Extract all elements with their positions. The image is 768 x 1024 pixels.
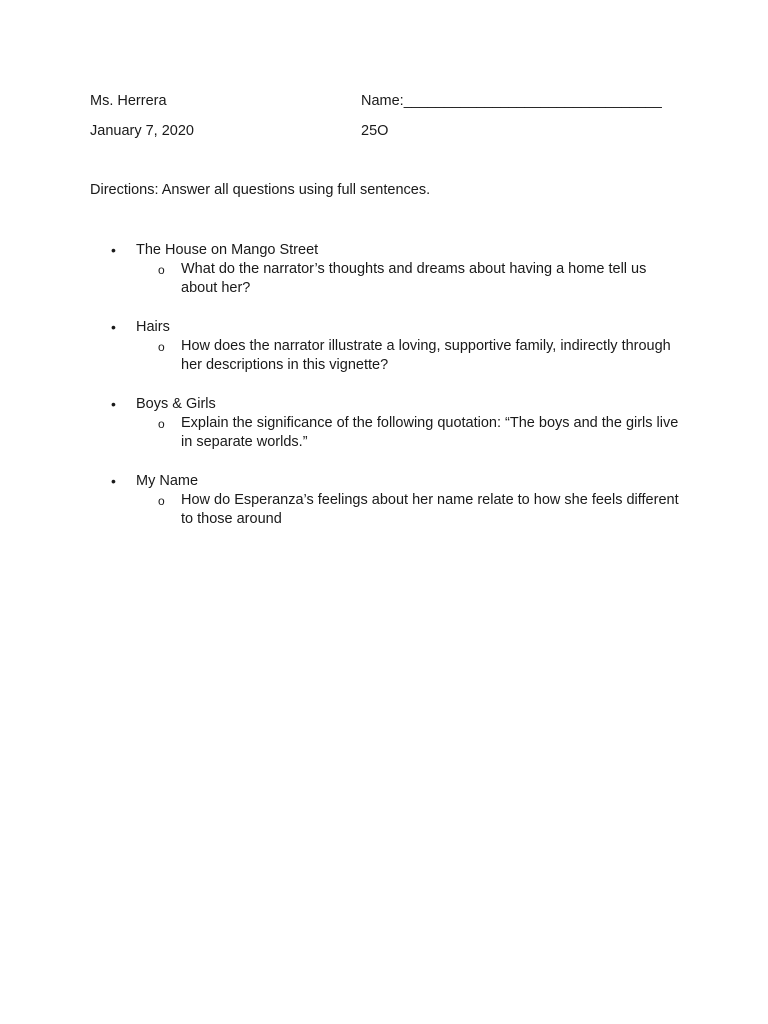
assignment-date: January 7, 2020	[90, 123, 194, 139]
sub-item	[0, 491, 768, 529]
sub-item	[0, 260, 768, 298]
list-item	[0, 318, 768, 375]
question-text: Explain the significance of the following quotation: “The boys and the girls live in separate worlds.”	[181, 415, 679, 450]
teacher-name: Ms. Herrera	[90, 93, 167, 109]
bullet-icon: •	[111, 473, 116, 489]
list-item	[0, 472, 768, 529]
question-text: What do the narrator’s thoughts and dreams about having a home tell us about her?	[181, 261, 647, 296]
bullet-icon: •	[111, 319, 116, 335]
circle-bullet-icon: o	[158, 494, 165, 508]
topic-title: Boys & Girls	[136, 396, 216, 412]
topic-title: The House on Mango Street	[136, 242, 319, 258]
list-item	[0, 395, 768, 452]
question-text: How do Esperanza’s feelings about her name relate to how she feels different to those around	[181, 492, 679, 527]
topic-title: Hairs	[136, 319, 170, 335]
circle-bullet-icon: o	[158, 263, 165, 277]
question-text: How does the narrator illustrate a loving, supportive family, indirectly through her descriptions in this vignette?	[181, 338, 671, 373]
bullet-icon: •	[111, 396, 116, 412]
sub-item	[0, 337, 768, 375]
student-name-field: Name:________________________________	[361, 93, 662, 109]
class-code: 25O	[361, 123, 389, 139]
question-list	[0, 241, 768, 549]
directions-text: Directions: Answer all questions using full sentences.	[90, 182, 431, 198]
circle-bullet-icon: o	[158, 417, 165, 431]
bullet-icon: •	[111, 242, 116, 258]
topic-title: My Name	[136, 473, 199, 489]
sub-item	[0, 414, 768, 452]
list-item	[0, 241, 768, 298]
circle-bullet-icon: o	[158, 340, 165, 354]
